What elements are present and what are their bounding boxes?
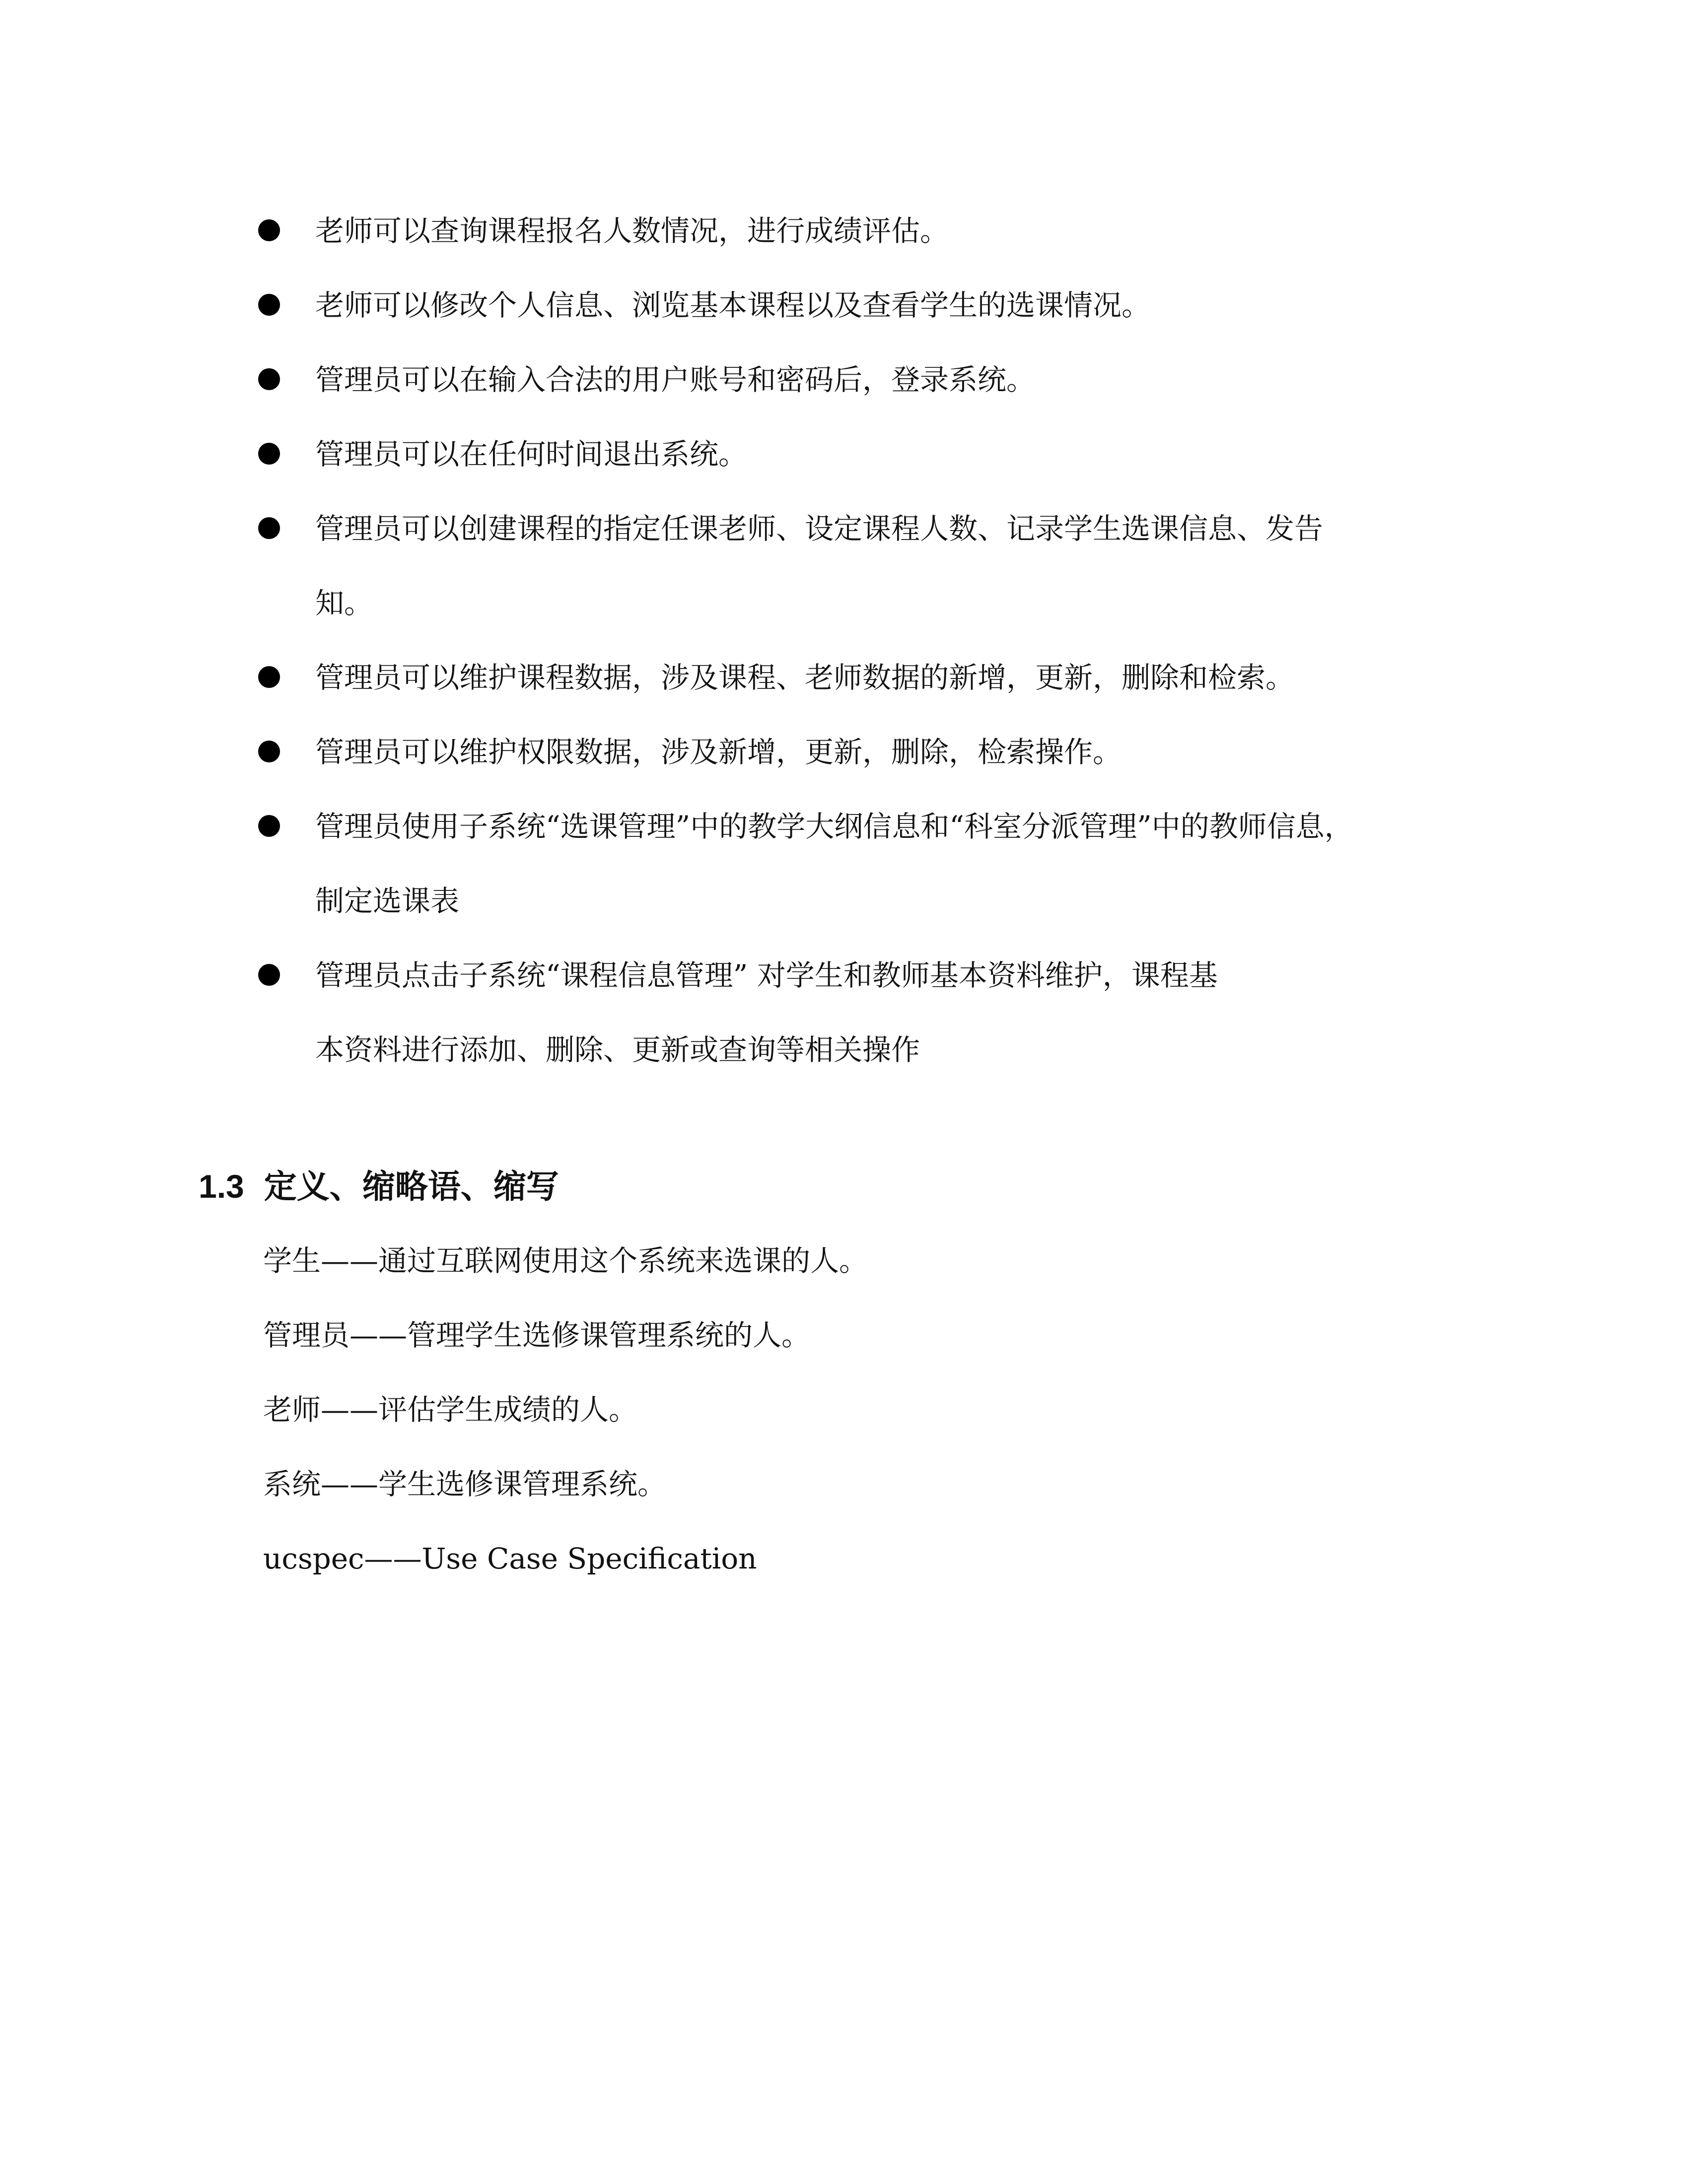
definition-item: 老师——评估学生成绩的人。 xyxy=(263,1393,638,1427)
definitions-section xyxy=(199,1149,1489,1596)
bullet-dot-icon xyxy=(258,964,280,986)
bullet-line: 管理员可以创建课程的指定任课老师、设定课程人数、记录学生选课信息、发告 xyxy=(315,512,1324,546)
section-heading xyxy=(199,1149,1489,1224)
bullet-item xyxy=(253,342,1494,417)
definition-item: 系统——学生选修课管理系统。 xyxy=(263,1467,667,1501)
bullet-line: 管理员可以在任何时间退出系统。 xyxy=(315,437,748,471)
bullet-line: 管理员可以维护课程数据，涉及课程、老师数据的新增，更新，删除和检索。 xyxy=(315,661,1295,694)
bullet-item xyxy=(253,268,1494,342)
bullet-item xyxy=(253,938,1494,1087)
section-title: 定义、缩略语、缩写 xyxy=(264,1168,559,1205)
bullet-line: 知。 xyxy=(315,586,373,620)
bullet-dot-icon xyxy=(258,815,280,837)
bullet-dot-icon xyxy=(258,219,280,241)
bullet-line: 制定选课表 xyxy=(315,884,460,918)
bullet-item xyxy=(253,194,1494,268)
bullet-item xyxy=(253,789,1494,938)
bullet-line: 管理员可以维护权限数据，涉及新增，更新，删除，检索操作。 xyxy=(315,735,1122,769)
bullet-line: 本资料进行添加、删除、更新或查询等相关操作 xyxy=(315,1033,920,1067)
bullet-dot-icon xyxy=(258,368,280,390)
bullet-item xyxy=(253,640,1494,715)
bullet-line: 管理员可以在输入合法的用户账号和密码后，登录系统。 xyxy=(315,363,1036,397)
bullet-line: 管理员点击子系统“课程信息管理” 对学生和教师基本资料维护，课程基 xyxy=(315,958,1218,992)
bullet-dot-icon xyxy=(258,443,280,465)
definition-item: ucspec——Use Case Specification xyxy=(263,1542,757,1575)
bullet-line: 管理员使用子系统“选课管理”中的教学大纲信息和“科室分派管理”中的教师信息， xyxy=(315,810,1353,843)
bullet-item xyxy=(253,491,1494,640)
definition-item: 学生——通过互联网使用这个系统来选课的人。 xyxy=(263,1244,868,1278)
bullet-item xyxy=(253,715,1494,789)
bullet-line: 老师可以查询课程报名人数情况，进行成绩评估。 xyxy=(315,214,949,248)
section-number: 1.3 xyxy=(199,1168,244,1205)
definitions-list xyxy=(199,1224,1489,1596)
bullet-dot-icon xyxy=(258,294,280,316)
bullet-line: 老师可以修改个人信息、浏览基本课程以及查看学生的选课情况。 xyxy=(315,288,1151,322)
bullet-dot-icon xyxy=(258,666,280,688)
bullet-dot-icon xyxy=(258,741,280,762)
bullet-item xyxy=(253,417,1494,491)
requirements-bullet-list xyxy=(253,194,1494,1087)
bullet-dot-icon xyxy=(258,517,280,539)
definition-item: 管理员——管理学生选修课管理系统的人。 xyxy=(263,1318,811,1352)
